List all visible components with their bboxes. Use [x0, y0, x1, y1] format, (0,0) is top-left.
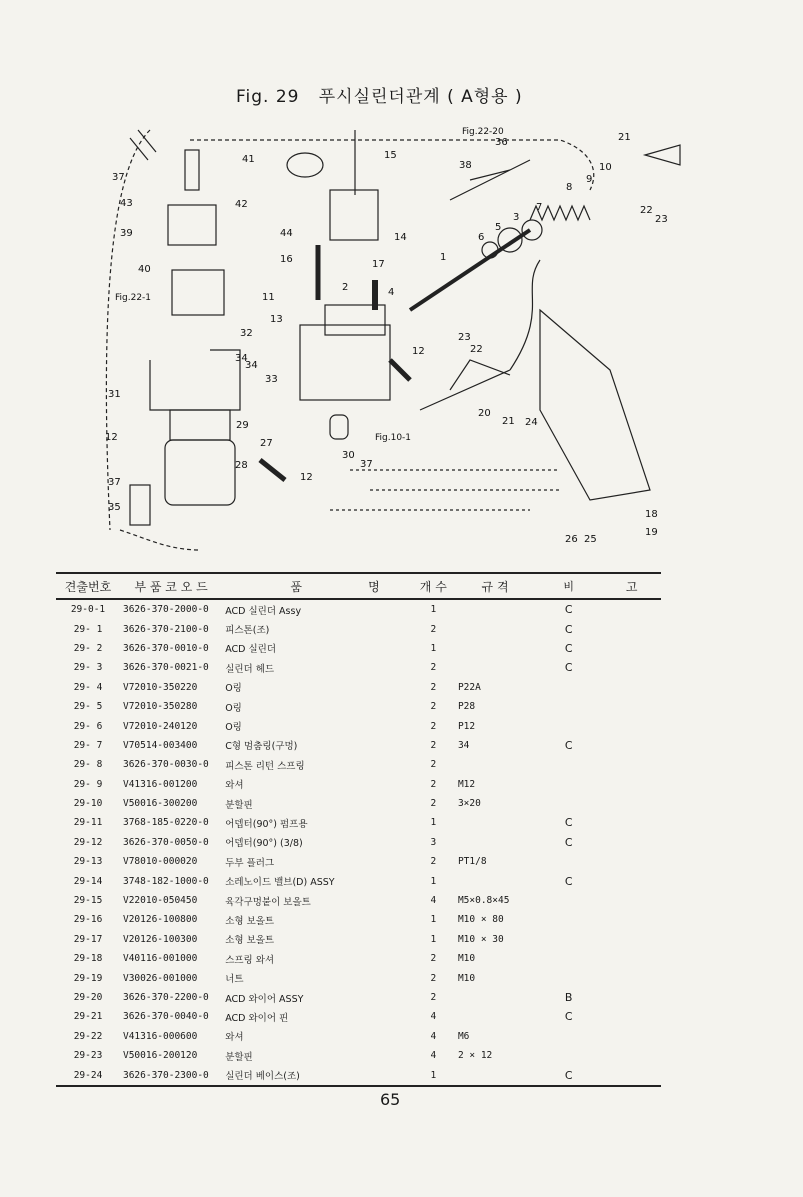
row-spec: P12: [457, 720, 476, 732]
row-qty: 1: [430, 875, 437, 887]
callout-37b: 37: [360, 459, 373, 470]
row-remark: [602, 1027, 661, 1046]
frame-lines: [330, 470, 560, 510]
table-row: [56, 775, 661, 794]
callout-30: 30: [342, 450, 355, 461]
row-note: [535, 1046, 602, 1065]
callout-41: 41: [242, 154, 255, 165]
callout-12: 12: [105, 432, 118, 443]
callout-16: 16: [280, 254, 293, 265]
row-remark: [602, 619, 661, 638]
row-code: 3626-370-2300-0: [120, 1065, 222, 1085]
row-qty: 1: [412, 1065, 455, 1085]
callout-25: 25: [584, 534, 597, 545]
table-row: [56, 619, 661, 638]
callout-23b: 23: [458, 332, 471, 343]
row-qty: 2: [430, 972, 437, 984]
table-row: [56, 988, 661, 1007]
cylinder-2: [300, 325, 390, 400]
table-row: [56, 658, 661, 677]
row-note: [535, 1027, 602, 1046]
row-code: V20126-100300: [122, 933, 198, 945]
row-note: C: [564, 641, 573, 655]
block-39: [168, 205, 216, 245]
row-qty: 1: [430, 933, 437, 945]
row-code: 3626-370-0030-0: [122, 759, 209, 771]
row-spec: M12: [457, 778, 476, 790]
row-code: V72010-240120: [122, 720, 198, 732]
row-note: C: [564, 816, 573, 830]
row-name: 어뎁터(90°) 펌프용: [225, 818, 308, 830]
row-no: 29-0-1: [70, 604, 106, 616]
callout-15: 15: [384, 150, 397, 161]
row-no: 29- 6: [73, 720, 103, 732]
callout-12b: 12: [300, 472, 313, 483]
row-note: [535, 949, 602, 968]
callout-3: 3: [513, 212, 520, 223]
row-name: 와셔: [225, 780, 244, 792]
row-code: V50016-200120: [122, 1050, 198, 1062]
row-name: 분할핀: [225, 1051, 253, 1063]
row-no: 29- 2: [73, 642, 103, 654]
row-remark: [602, 988, 661, 1007]
ref-fig22-20: Fig.22-20: [462, 127, 504, 137]
row-note: C: [564, 1010, 573, 1024]
row-spec: [455, 639, 535, 658]
row-note: [535, 891, 602, 910]
row-remark: [602, 678, 661, 697]
figure-label: Fig. 29: [236, 87, 300, 107]
row-code: 3626-370-2000-0: [122, 604, 209, 616]
row-spec: PT1/8: [457, 856, 487, 868]
row-no: 29-11: [73, 817, 103, 829]
callout-29: 29: [236, 420, 249, 431]
callout-32: 32: [240, 328, 253, 339]
row-code: V40116-001000: [122, 953, 198, 965]
row-remark: [602, 930, 661, 949]
row-name: 스프링 와셔: [225, 954, 275, 966]
row-name: ACD 실린더 Assy: [225, 605, 302, 617]
dashed-outline-top: [190, 140, 594, 190]
dashed-outline-left: [106, 130, 150, 530]
row-name: ACD 실린더: [225, 644, 277, 656]
row-qty: 4: [430, 1030, 437, 1042]
row-code: V22010-050450: [122, 895, 198, 907]
cylinder-base-24: [540, 310, 650, 500]
row-spec: P28: [457, 701, 476, 713]
table-row: [56, 852, 661, 871]
table-row: [56, 910, 661, 929]
callout-22b: 22: [470, 344, 483, 355]
row-qty: 2: [430, 953, 437, 965]
callout-14: 14: [394, 232, 407, 243]
row-no: 29-12: [73, 836, 103, 848]
row-note: C: [535, 1065, 602, 1085]
row-no: 29- 5: [73, 701, 103, 713]
row-no: 29- 1: [73, 623, 103, 635]
row-spec: M6: [457, 1030, 470, 1042]
callout-22: 22: [640, 205, 653, 216]
row-note: [535, 678, 602, 697]
ref-fig10-1: Fig.10-1: [375, 433, 412, 443]
row-name: 피스톤 리턴 스프링: [225, 760, 305, 772]
row-no: 29-14: [73, 875, 103, 887]
parts-table: [56, 572, 661, 1087]
row-no: 29-19: [73, 972, 103, 984]
row-spec: [455, 871, 535, 890]
row-remark: [602, 871, 661, 890]
adapter-12: [260, 360, 410, 480]
row-code: V30026-001000: [122, 972, 198, 984]
row-qty: 1: [430, 642, 437, 654]
row-spec: M10 × 80: [457, 914, 504, 926]
callout-9: 9: [586, 174, 593, 185]
row-qty: 4: [430, 895, 437, 907]
callout-35: 35: [108, 502, 121, 513]
table-row: [56, 891, 661, 910]
row-no: 29-24: [56, 1065, 120, 1085]
row-no: 29-21: [73, 1011, 103, 1023]
row-no: 29-16: [73, 914, 103, 926]
row-spec: [455, 833, 535, 852]
row-remark: [602, 813, 661, 832]
row-code: V41316-000600: [122, 1030, 198, 1042]
row-remark: [602, 949, 661, 968]
table-row: [56, 1046, 661, 1065]
solenoid-coil: [287, 153, 323, 177]
row-remark: [602, 794, 661, 813]
row-remark: [602, 968, 661, 987]
ref-fig22-1: Fig.22-1: [115, 293, 152, 303]
callout-4: 4: [388, 287, 395, 298]
callout-12c: 12: [412, 346, 425, 357]
row-name: C형 멈춤링(구멍): [225, 741, 298, 753]
row-note: C: [564, 603, 573, 617]
row-no: 29-13: [73, 856, 103, 868]
row-no: 29- 8: [73, 759, 103, 771]
row-spec: [455, 988, 535, 1007]
filter-bowl-28: [165, 440, 235, 505]
callout-27: 27: [260, 438, 273, 449]
row-spec: M10: [457, 972, 476, 984]
hose-35: [130, 485, 150, 525]
header-code: 부 품 코 오 드: [120, 573, 222, 599]
header-remark: 고: [602, 573, 661, 599]
row-no: 29- 4: [73, 681, 103, 693]
row-qty: 2: [430, 739, 437, 751]
header-spec: 규 격: [455, 573, 535, 599]
row-name: 피스톤(조): [225, 625, 270, 637]
table-row: [56, 1007, 661, 1026]
row-remark: [602, 736, 661, 755]
callout-24: 24: [525, 417, 538, 428]
callout-5: 5: [495, 222, 502, 233]
row-spec: M5×0.8×45: [457, 895, 510, 907]
header-note: 비: [535, 573, 602, 599]
callout-26: 26: [565, 534, 578, 545]
row-note: C: [564, 738, 573, 752]
row-name: O링: [225, 702, 242, 714]
row-note: C: [564, 835, 573, 849]
row-no: 29- 3: [73, 662, 103, 674]
row-remark: [602, 1065, 661, 1085]
row-remark: [602, 658, 661, 677]
callout-38: 38: [459, 160, 472, 171]
row-note: [535, 775, 602, 794]
row-name: O링: [225, 683, 242, 695]
callout-28: 28: [235, 460, 248, 471]
row-name: 어뎁터(90°) (3/8): [225, 838, 303, 850]
row-qty: 2: [430, 778, 437, 790]
row-note: C: [564, 622, 573, 636]
callout-23: 23: [655, 214, 668, 225]
row-code: 3626-370-0040-0: [122, 1011, 209, 1023]
row-note: [535, 794, 602, 813]
row-name: ACD 와이어 핀: [225, 1012, 289, 1024]
row-remark: [602, 891, 661, 910]
callout-7: 7: [536, 202, 543, 213]
callout-17: 17: [372, 259, 385, 270]
row-qty: 2: [430, 623, 437, 635]
row-code: V50016-300200: [122, 798, 198, 810]
exploded-parts-diagram: [90, 110, 710, 560]
row-spec: 2 × 12: [457, 1050, 493, 1062]
header-name-right: 명: [368, 579, 380, 594]
row-note: B: [564, 991, 573, 1004]
callout-42: 42: [235, 199, 248, 210]
row-name: ACD 와이어 ASSY: [225, 993, 304, 1005]
row-note: [535, 930, 602, 949]
callout-44: 44: [280, 228, 293, 239]
header-name-left: 품: [290, 579, 302, 594]
row-no: 29- 7: [73, 739, 103, 751]
row-name: 너트: [225, 974, 244, 986]
row-qty: 2: [430, 992, 437, 1003]
row-spec: P22A: [457, 681, 481, 693]
row-code: V70514-003400: [122, 739, 198, 751]
table-row: [56, 599, 661, 619]
row-note: [535, 968, 602, 987]
table-row: [56, 833, 661, 852]
row-code: 3748-182-1000-0: [122, 875, 209, 887]
parts-table-body: [56, 599, 661, 1086]
row-spec: [455, 813, 535, 832]
table-row: [56, 949, 661, 968]
dashed-outline-bottom: [120, 530, 200, 550]
table-row: [56, 871, 661, 890]
row-code: V72010-350280: [122, 701, 198, 713]
callout-13: 13: [270, 314, 283, 325]
callout-6: 6: [478, 232, 485, 243]
diagram-svg: [90, 110, 710, 560]
row-no: 29- 9: [73, 778, 103, 790]
piston-rod-1: [410, 230, 530, 310]
row-spec: [455, 1007, 535, 1026]
row-spec: 34: [457, 739, 470, 751]
row-remark: [602, 910, 661, 929]
row-code: 3626-370-2200-0: [122, 992, 209, 1003]
callout-19: 19: [645, 527, 658, 538]
row-name: 실린더 베이스(조): [222, 1065, 411, 1085]
callout-37: 37: [108, 477, 121, 488]
row-note: [535, 697, 602, 716]
table-row: [56, 813, 661, 832]
table-row: [56, 755, 661, 774]
table-row: [56, 794, 661, 813]
row-name: 두부 플러그: [225, 857, 275, 869]
row-no: 29-10: [73, 798, 103, 810]
row-note: [535, 716, 602, 735]
row-note: C: [564, 874, 573, 888]
callout-36: 36: [495, 137, 508, 148]
row-no: 29-20: [73, 992, 103, 1003]
row-no: 29-15: [73, 895, 103, 907]
row-remark: [602, 755, 661, 774]
row-qty: 2: [430, 798, 437, 810]
table-row: [56, 639, 661, 658]
callout-20: 20: [478, 408, 491, 419]
table-header-row: [56, 573, 661, 599]
table-row: [56, 716, 661, 735]
row-no: 29-22: [73, 1030, 103, 1042]
filter-head-29: [170, 410, 230, 440]
callout-2: 2: [342, 282, 349, 293]
row-code: 3626-370-2100-0: [122, 623, 209, 635]
row-no: 29-17: [73, 933, 103, 945]
row-remark: [602, 1007, 661, 1026]
callout-34b: 34: [245, 360, 258, 371]
row-code: V72010-350220: [122, 681, 198, 693]
row-name: 소레노이드 밸브(D) ASSY: [225, 877, 335, 889]
callout-31: 31: [108, 389, 121, 400]
table-row: [56, 697, 661, 716]
row-qty: 4: [430, 1050, 437, 1062]
row-remark: [602, 716, 661, 735]
link-plate: [645, 145, 680, 165]
row-code: V41316-001200: [122, 778, 198, 790]
row-qty: 1: [430, 914, 437, 926]
callout-8: 8: [566, 182, 573, 193]
row-spec: 3×20: [457, 798, 481, 810]
row-code: V78010-000020: [122, 856, 198, 868]
table-row: [56, 930, 661, 949]
figure-caption: 푸시실린더관계 ( A형용 ): [318, 87, 523, 107]
row-note: [535, 852, 602, 871]
row-no: 29-23: [73, 1050, 103, 1062]
row-spec: [455, 755, 535, 774]
row-qty: 2: [430, 701, 437, 713]
row-remark: [602, 775, 661, 794]
row-note: [535, 910, 602, 929]
callout-43: 43: [120, 198, 133, 209]
row-remark: [602, 833, 661, 852]
row-name: 분할핀: [225, 799, 253, 811]
row-code: 3768-185-0220-0: [122, 817, 209, 829]
callout-1: 1: [440, 252, 447, 263]
header-no: 견출번호: [56, 573, 120, 599]
fitting-43: [185, 150, 199, 190]
row-spec: M10: [457, 953, 476, 965]
row-qty: 1: [430, 817, 437, 829]
bracket-31: [150, 350, 240, 410]
row-spec: [455, 619, 535, 638]
sleeve-30: [330, 415, 348, 439]
callout-37c: 37: [112, 172, 125, 183]
table-row: [56, 736, 661, 755]
row-qty: 3: [430, 836, 437, 848]
row-qty: 2: [430, 759, 437, 771]
row-name: 와셔: [225, 1032, 244, 1044]
row-name: 실린더 헤드: [225, 663, 275, 675]
callout-39: 39: [120, 228, 133, 239]
row-note: C: [564, 661, 573, 675]
row-code: 3626-370-0021-0: [122, 662, 209, 674]
callout-11: 11: [262, 292, 275, 303]
row-name: 소형 보올트: [225, 935, 275, 947]
row-remark: [602, 697, 661, 716]
callout-21b: 21: [502, 416, 515, 427]
header-name: [222, 573, 411, 599]
row-code: 3626-370-0010-0: [122, 642, 209, 654]
row-remark: [602, 639, 661, 658]
row-name: O링: [225, 722, 242, 734]
bracket-20: [450, 360, 510, 390]
row-qty: 2: [430, 662, 437, 674]
row-note: [535, 755, 602, 774]
row-qty: 1: [430, 604, 437, 616]
row-spec: M10 × 30: [457, 933, 504, 945]
c-ring-7: [522, 220, 542, 240]
row-remark: [602, 1046, 661, 1065]
figure-title: [236, 82, 523, 107]
table-row: [56, 678, 661, 697]
row-spec: [455, 599, 535, 619]
callout-18: 18: [645, 509, 658, 520]
row-code: 3626-370-0050-0: [122, 836, 209, 848]
row-spec: [455, 1065, 535, 1085]
solenoid-valve-14: [330, 190, 378, 240]
callout-21: 21: [618, 132, 631, 143]
row-name: 소형 보올트: [225, 915, 275, 927]
block-fig22-1: [172, 270, 224, 315]
row-remark: [602, 852, 661, 871]
callout-34: 34: [235, 353, 248, 364]
table-row: [56, 1027, 661, 1046]
row-qty: 4: [430, 1011, 437, 1023]
row-name: 육각구멍붙이 보올트: [225, 896, 311, 908]
row-remark: [602, 599, 661, 619]
page-number: 65: [380, 1090, 401, 1109]
callout-10: 10: [599, 162, 612, 173]
header-qty: 개 수: [412, 573, 455, 599]
callout-33: 33: [265, 374, 278, 385]
callout-40: 40: [138, 264, 151, 275]
table-row: [56, 968, 661, 987]
row-qty: 2: [430, 720, 437, 732]
wire-20: [420, 260, 540, 410]
row-no: 29-18: [73, 953, 103, 965]
row-spec: [455, 658, 535, 677]
table-row: [56, 1065, 661, 1085]
row-qty: 2: [430, 856, 437, 868]
row-code: V20126-100800: [122, 914, 198, 926]
row-qty: 2: [430, 681, 437, 693]
